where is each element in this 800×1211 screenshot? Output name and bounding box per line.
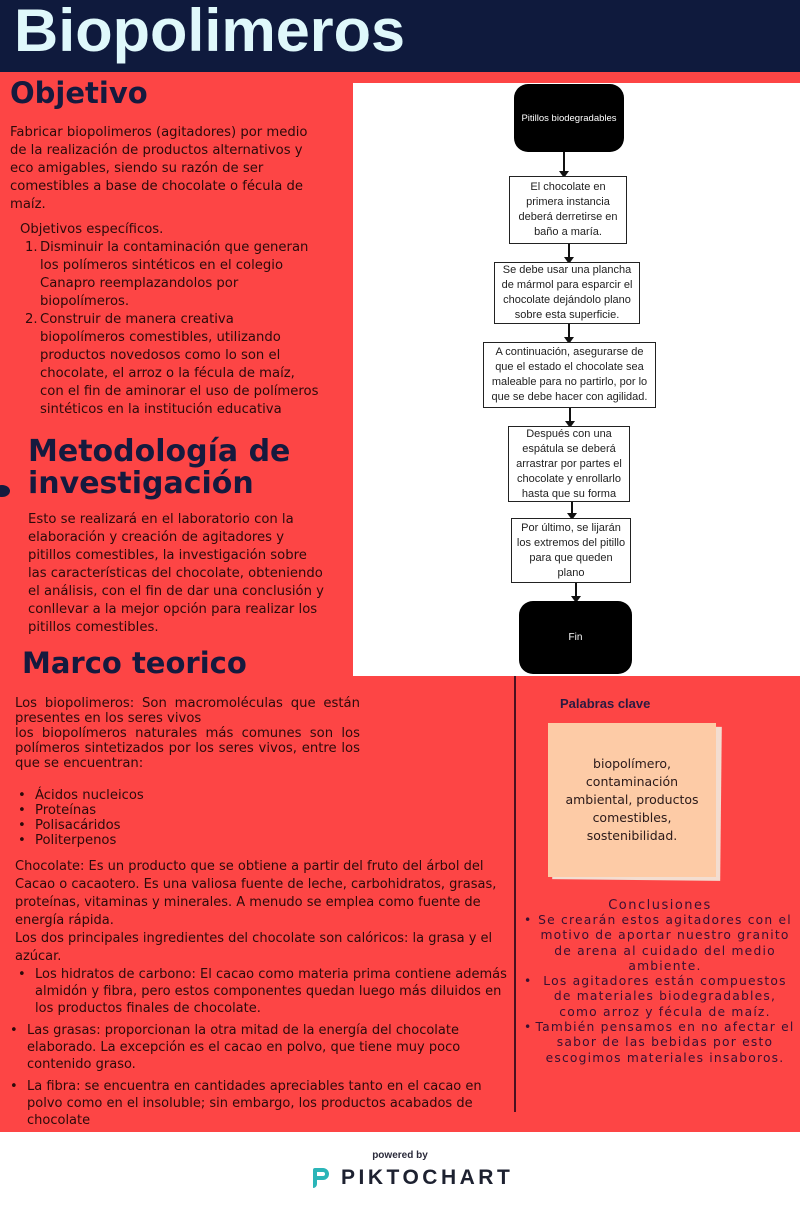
- list-item: • La fibra: se encuentra en cantidades apreciables tanto en el cacao en polvo como en el insoluble; sin embargo, los productos acabados de chocolate: [10, 1078, 518, 1129]
- marco-intro-line-2: los biopolímeros naturales más comunes son los polímeros sintetizados por los seres vivos, entre los que se encuentran:: [15, 726, 360, 771]
- list-item: • Se crearán estos agitadores con el motivo de aportar nuestro granito de arena al cuidado del medio ambiente.: [524, 913, 796, 974]
- arrow-down-icon: [569, 408, 571, 426]
- chocolate-paragraph-1: Chocolate: Es un producto que se obtiene a partir del fruto del árbol del Cacao o cacaotero. Es una valiosa fuente de leche, carbohidratos, grasas, proteínas, vitaminas y minerales. A menudo se emplea como fuente de energía rápida.: [15, 859, 497, 928]
- flowchart-step-1: El chocolate en primera instancia deberá derretirse en baño a maría.: [509, 176, 627, 244]
- marco-intro-line-1: Los biopolimeros: Son macromoléculas que están presentes en los seres vivos: [15, 696, 360, 726]
- palabras-clave-note: [548, 723, 716, 877]
- flowchart-step-4: Después con una espátula se deberá arrastrar por partes el chocolate y enrollarlo hasta que su forma: [508, 426, 630, 502]
- palabras-clave-text: biopolímero, contaminación ambiental, productos comestibles, sostenibilidad.: [565, 756, 699, 843]
- marco-intro: [15, 696, 360, 771]
- flowchart-end-node: Fin: [519, 601, 632, 674]
- objetivos-especificos-list: [20, 239, 320, 419]
- flowchart-step-5: Por último, se lijarán los extremos del pitillo para que queden plano: [511, 518, 631, 583]
- biopolimeros-list: [18, 788, 144, 848]
- objetivo-heading: Objetivo: [10, 76, 148, 110]
- objetivo-text: Fabricar biopolimeros (agitadores) por medio de la realización de productos alternativos y eco amigables, siendo su razón de ser comestibles a base de chocolate o fécula de maíz.: [10, 125, 308, 212]
- list-item: • Ácidos nucleicos: [18, 788, 144, 803]
- chocolate-paragraph-2: Los dos principales ingredientes del chocolate son calóricos: la grasa y el azúcar.: [15, 931, 493, 964]
- objetivos-especificos-label: Objetivos específicos.: [20, 222, 164, 237]
- metodologia-text: Esto se realizará en el laboratorio con la elaboración y creación de agitadores y pitillos comestibles, la investigación sobre las características del chocolate, obteniendo el análisis, con el fin de dar una conclusión y conllevar a la mejor opción para realizar los pitillos comestibles.: [28, 512, 324, 635]
- page-header: [0, 0, 800, 72]
- conclusiones-list: [524, 913, 796, 1066]
- flowchart: [353, 83, 800, 676]
- piktochart-brand[interactable]: PIKTOCHART: [341, 1166, 514, 1189]
- arrow-down-icon: [568, 244, 570, 262]
- piktochart-logo-icon: [310, 1166, 332, 1190]
- list-item: • Las grasas: proporcionan la otra mitad de la energía del chocolate elaborado. La excepción es el cacao en polvo, que tiene muy poco contenido graso.: [10, 1022, 518, 1073]
- list-item: 2. Construir de manera creativa biopolímeros comestibles, utilizando productos novedosos como lo son el chocolate, el arroz o la fécula de maíz, con el fin de aminorar el uso de polímeros sintéticos en la institución educativa: [25, 312, 319, 417]
- arrow-down-icon: [563, 152, 565, 176]
- list-item: • Proteínas: [18, 803, 144, 818]
- powered-by-label: powered by: [372, 1150, 428, 1161]
- list-item: • Los agitadores están compuestos de materiales biodegradables, como arroz y fécula de maíz.: [524, 974, 796, 1020]
- flowchart-step-2: Se debe usar una plancha de mármol para esparcir el chocolate dejándolo plano sobre esta superficie.: [494, 262, 640, 324]
- metodologia-heading: Metodología de investigación: [28, 434, 291, 501]
- conclusiones-heading: Conclusiones: [608, 898, 712, 913]
- palabras-clave-heading: Palabras clave: [560, 696, 651, 711]
- flowchart-step-3: A continuación, asegurarse de que el estado el chocolate sea maleable para no partirlo, por lo que se debe hacer con agilidad.: [483, 342, 656, 408]
- arrow-down-icon: [568, 324, 570, 342]
- column-divider: [514, 676, 516, 1112]
- marco-teorico-heading: Marco teorico: [22, 646, 247, 680]
- list-item: • También pensamos en no afectar el sabor de las bebidas por esto escogimos materiales insaboros.: [524, 1020, 796, 1066]
- list-item: • Los hidratos de carbono: El cacao como materia prima contiene además almidón y fibra, pero estos componentes quedan luego más diluidos en los productos finales de chocolate.: [18, 966, 518, 1017]
- list-item: 1. Disminuir la contaminación que generan los polímeros sintéticos en el colegio Canapro reemplazandolos por biopolímeros.: [25, 240, 309, 309]
- arrow-down-icon: [575, 583, 577, 601]
- page-title: Biopolimeros: [14, 0, 406, 64]
- list-item: • Politerpenos: [18, 833, 144, 848]
- flowchart-start-node: Pitillos biodegradables: [514, 84, 624, 152]
- footer: [0, 1132, 800, 1211]
- chocolate-text: [15, 858, 515, 966]
- list-item: • Polisacáridos: [18, 818, 144, 833]
- chocolate-components-list: [18, 966, 518, 1134]
- arrow-down-icon: [571, 502, 573, 518]
